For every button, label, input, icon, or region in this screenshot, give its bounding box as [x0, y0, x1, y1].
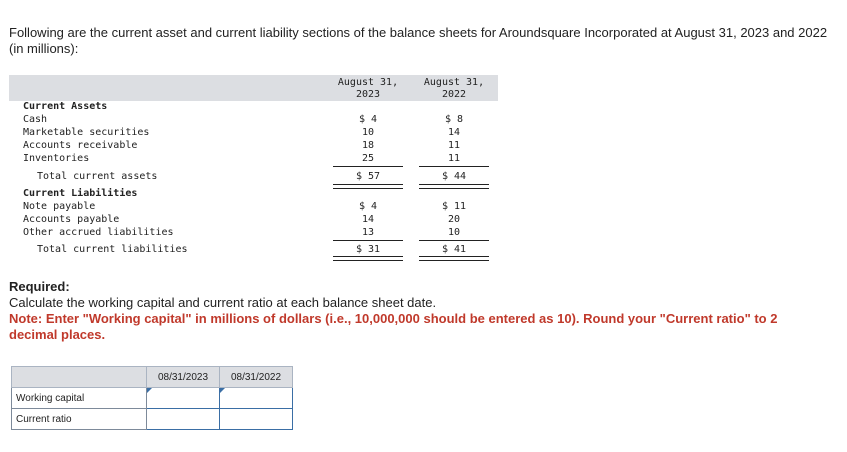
answer-table: [11, 366, 293, 430]
asset-label: Cash: [23, 114, 48, 125]
answer-header-2023: 08/31/2023: [147, 367, 220, 388]
input-marker-icon: [220, 388, 225, 393]
asset-label: Inventories: [23, 153, 90, 164]
total-double-rule: [419, 256, 489, 261]
total-assets-2022: $ 44: [441, 171, 467, 182]
liability-value-2023: 13: [361, 227, 375, 238]
asset-value-2022: 14: [447, 127, 461, 138]
asset-value-2023: 18: [361, 140, 375, 151]
subtotal-rule: [333, 240, 403, 241]
current-ratio-label: Current ratio: [12, 409, 147, 430]
subtotal-rule: [419, 240, 489, 241]
asset-label: Accounts receivable: [23, 140, 138, 151]
intro-text: Following are the current asset and current liability sections of the balance sheets for Aroundsquare Incorporated at August 31, 2023 and 2022 (in millions):: [9, 25, 828, 56]
current-ratio-2023-cell[interactable]: [147, 409, 220, 430]
column-header-2023-line1: August 31,: [337, 77, 399, 88]
answer-header-corner: [12, 367, 147, 388]
working-capital-label: Working capital: [12, 388, 147, 409]
liability-label: Accounts payable: [23, 214, 120, 225]
total-assets-2023: $ 57: [355, 171, 381, 182]
total-double-rule: [419, 184, 489, 189]
assets-section-title: Current Assets: [23, 101, 108, 112]
column-header-2022-line1: August 31,: [423, 77, 485, 88]
asset-value-2023: 25: [361, 153, 375, 164]
liability-value-2022: $ 11: [441, 201, 467, 212]
working-capital-2022-input[interactable]: [220, 389, 292, 407]
asset-value-2022: $ 8: [444, 114, 464, 125]
liability-value-2023: 14: [361, 214, 375, 225]
input-marker-icon: [147, 388, 152, 393]
required-section: [9, 279, 829, 343]
column-header-2023-line2: 2023: [355, 89, 381, 100]
liability-value-2022: 10: [447, 227, 461, 238]
column-header-2022: [419, 77, 489, 101]
required-title: Required:: [9, 279, 70, 294]
total-assets-label: Total current assets: [37, 171, 158, 182]
current-ratio-2022-cell[interactable]: [220, 409, 293, 430]
asset-label: Marketable securities: [23, 127, 150, 138]
answer-row-working-capital: [12, 388, 293, 409]
total-liabilities-label: Total current liabilities: [37, 244, 188, 255]
liability-value-2022: 20: [447, 214, 461, 225]
liabilities-section-title: Current Liabilities: [23, 188, 138, 199]
total-double-rule: [333, 256, 403, 261]
working-capital-2023-cell[interactable]: [147, 388, 220, 409]
liability-label: Note payable: [23, 201, 96, 212]
column-header-2022-line2: 2022: [441, 89, 467, 100]
balance-sheet: [9, 75, 498, 259]
subtotal-rule: [419, 166, 489, 167]
liability-value-2023: $ 4: [358, 201, 378, 212]
current-ratio-2023-input[interactable]: [147, 410, 219, 428]
required-text: Calculate the working capital and current ratio at each balance sheet date.: [9, 295, 437, 310]
current-ratio-2022-input[interactable]: [220, 410, 292, 428]
column-header-2023: [333, 77, 403, 101]
total-double-rule: [333, 184, 403, 189]
balance-sheet-header: [9, 75, 498, 101]
asset-value-2023: $ 4: [358, 114, 378, 125]
liability-label: Other accrued liabilities: [23, 227, 174, 238]
working-capital-2022-cell[interactable]: [220, 388, 293, 409]
asset-value-2022: 11: [447, 140, 461, 151]
total-liabilities-2023: $ 31: [355, 244, 381, 255]
subtotal-rule: [333, 166, 403, 167]
working-capital-2023-input[interactable]: [147, 389, 219, 407]
answer-row-current-ratio: [12, 409, 293, 430]
total-liabilities-2022: $ 41: [441, 244, 467, 255]
answer-header-2022: 08/31/2022: [220, 367, 293, 388]
asset-value-2023: 10: [361, 127, 375, 138]
required-note: Note: Enter "Working capital" in millions of dollars (i.e., 10,000,000 should be entered as 10). Round your "Current ratio" to 2 decimal places.: [9, 311, 778, 342]
answer-header-row: [12, 367, 293, 388]
asset-value-2022: 11: [447, 153, 461, 164]
